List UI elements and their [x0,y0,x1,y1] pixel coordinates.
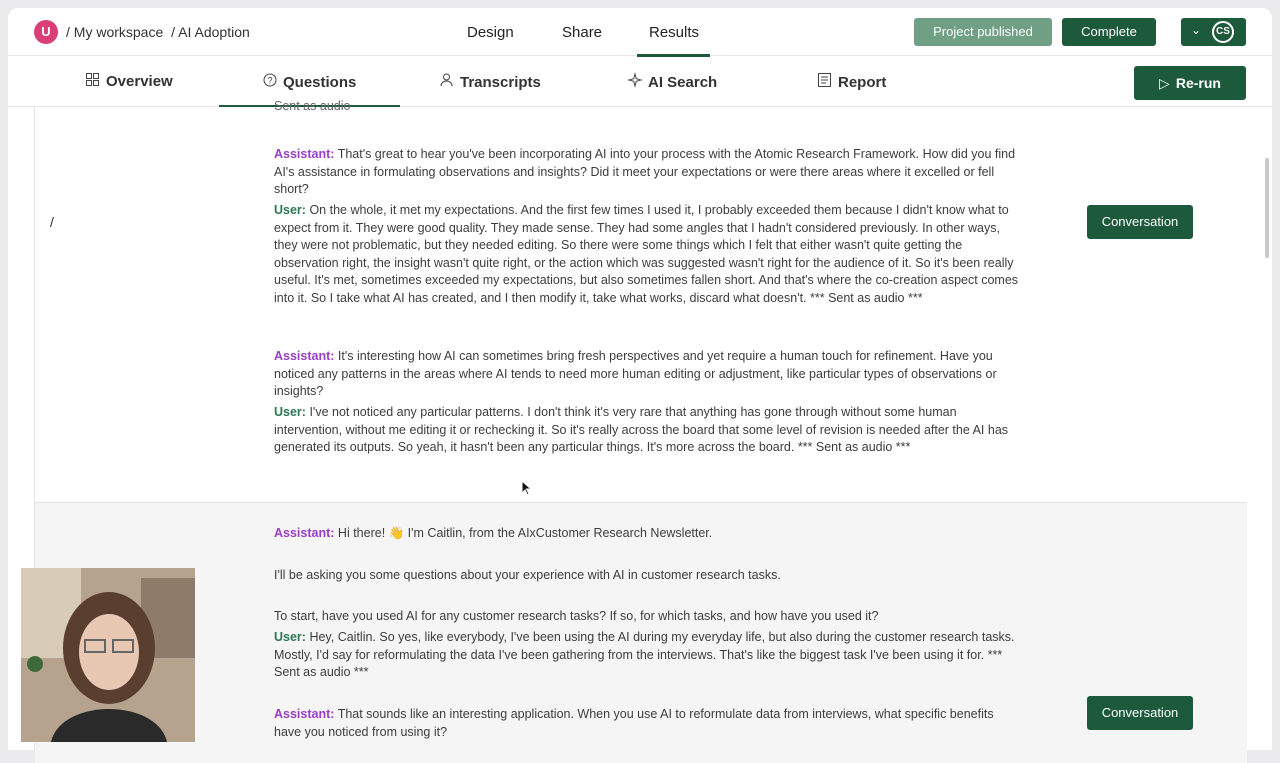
grid-icon [86,73,100,90]
tab-share[interactable]: Share [562,24,603,41]
workspace-logo[interactable]: U [34,20,58,44]
project-published-button[interactable]: Project published [914,18,1052,46]
message-fragment: Sent as audio [274,99,351,113]
speaker-label: User: [274,405,306,419]
speaker-label: User: [274,630,306,644]
breadcrumb-workspace[interactable]: / My workspace [66,24,164,40]
message [274,202,1024,307]
subtab-report-label: Report [838,74,887,91]
complete-button[interactable]: Complete [1062,18,1156,46]
send-icon: ▷ [1159,75,1170,91]
speaker-label: User: [274,203,306,217]
breadcrumb [66,24,254,40]
tab-results[interactable]: Results [649,24,700,41]
webcam-video [21,568,195,742]
report-icon [818,73,832,91]
message-text: That's great to hear you've been incorporating AI into your process with the Atomic Research Framework. How did you find AI's assistance in formulating observations and insights? Did it meet your expectations or were there areas where it excelled or fell short? [274,147,1016,196]
message [274,146,1024,199]
subtab-transcripts[interactable] [440,73,541,91]
speaker-label: Assistant: [274,349,335,363]
subtab-ai-search-label: AI Search [648,74,718,91]
message [274,608,1024,626]
results-subnav [8,57,1272,107]
message [274,525,1024,543]
subtab-ai-search[interactable] [628,73,717,91]
subtab-questions-label: Questions [283,74,357,91]
conversation-button[interactable]: Conversation [1087,205,1193,239]
speaker-label: Assistant: [274,147,335,161]
chevron-down-icon: ⌄ [1191,23,1202,37]
message-text: I've not noticed any particular patterns. I don't think it's very rare that anything has gone through without some human intervention, without me editing it or rechecking it. So it's really across the board that some level of revision is needed after the AI has generated its outputs. So yeah, it hasn't been any particular things. It's more across the board. *** Sent as audio *** [274,405,1009,454]
breadcrumb-project[interactable]: / AI Adoption [171,24,250,40]
table-row [35,503,1247,763]
user-menu-button[interactable] [1181,18,1246,46]
table-row [35,99,1247,503]
conversation-button[interactable]: Conversation [1087,696,1193,730]
speaker-label: Assistant: [274,707,335,721]
scrollbar[interactable] [1265,158,1269,258]
message-text: I'll be asking you some questions about your experience with AI in customer research tasks. [274,568,781,582]
sparkle-icon [628,73,642,91]
message [274,348,1024,401]
message [274,706,1024,741]
tab-design[interactable]: Design [467,24,514,41]
rerun-button[interactable] [1134,66,1246,100]
person-icon [440,73,454,91]
message-text: Hi there! 👋 I'm Caitlin, from the AIxCustomer Research Newsletter. [337,526,713,540]
top-bar [8,8,1272,56]
message [274,567,1024,585]
mouse-cursor [521,480,533,501]
row-label: / [50,214,54,230]
message-text: That sounds like an interesting application. When you use AI to reformulate data from interviews, what specific benefits have you noticed from using it? [274,707,994,739]
subtab-overview-label: Overview [106,73,173,90]
message-text: To start, have you used AI for any customer research tasks? If so, for which tasks, and how have you used it? [274,609,879,623]
question-icon [263,73,277,91]
message-text: Hey, Caitlin. So yes, like everybody, I've been using the AI during my everyday life, but also during the customer research tasks. Mostly, I'd say for reformulating the data I've been gathering from the interviews. That's like the biggest task I've been using it for. *** Sent as audio *** [274,630,1015,679]
message [274,629,1024,682]
subtab-overview[interactable] [86,73,173,90]
message-text: It's interesting how AI can sometimes bring fresh perspectives and yet require a human touch for refinement. Have you noticed any patterns in the areas where AI tends to need more human editing or adjustment, like particular types of observations or insights? [274,349,997,398]
questions-list[interactable] [34,99,1246,750]
message [274,404,1024,457]
subtab-report[interactable] [818,73,886,91]
rerun-label: Re-run [1175,75,1221,91]
subtab-transcripts-label: Transcripts [460,74,541,91]
subtab-questions[interactable] [263,73,356,91]
app-window [8,8,1272,750]
svg-text:?: ? [267,75,273,86]
avatar: CS [1212,21,1234,43]
message-text: On the whole, it met my expectations. And the first few times I used it, I probably exceeded them because I didn't know what to expect from it. They were good quality. They made sense. They had some angles that I hadn't considered previously. In other ways, they were not problematic, but they needed editing. So there were some things which I felt that either wasn't quite getting the observation right, the insight wasn't quite right, or the action which was suggested wasn't right for the audience of it. So it's been really useful. It's met, sometimes exceeded my expectations, but also sometimes fallen short. And that's where the co-creation aspect comes into it. So I take what AI has created, and I then modify it, take what works, discard what doesn't. *** Sent as audio *** [274,203,1019,305]
speaker-label: Assistant: [274,526,335,540]
